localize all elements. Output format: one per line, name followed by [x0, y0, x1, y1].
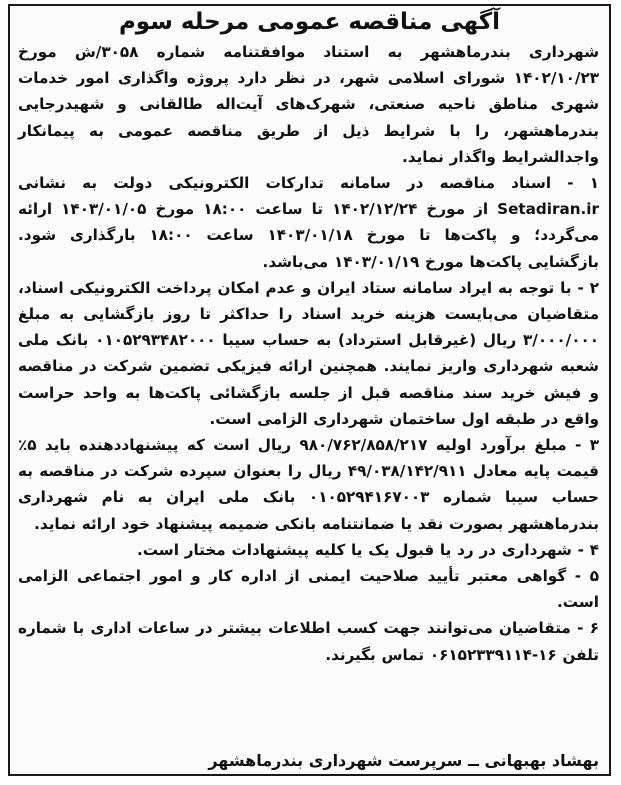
notice-item-3: ۳ - مبلغ برآورد اولیه ۹۸۰/۷۶۲/۸۵۸/۲۱۷ ریال است که پیشنهاددهنده باید ۵٪ قیمت پایه معادل ۴۹/۰۳۸/۱۴۲/۹۱۱ ریال را بعنوان سپرده شرکت در مناقصه به حساب سیبا شماره ۰۱۰۵۲۹۴۱۶۷۰۰۳ بانک ملی ایران به نام شهرداری بندرماهشهر بصورت نقد یا ضمانتنامه بانکی ضمیمه پیشنهاد خود ارائه نماید. — [18, 436, 599, 533]
notice-title: آگهی مناقصه عمومی مرحله سوم — [118, 9, 501, 35]
notice-intro: شهرداری بندرماهشهر به استناد موافقتنامه شماره ۳۰۵۸/ش مورخ ۱۴۰۲/۱۰/۲۳ شورای اسلامی شهر، در نظر دارد پروژه واگذاری امور خدمات شهری مناطق ناحیه صنعتی، شهرک‌های آیت‌اله طالقانی و شهیدرجایی بندرماهشهر، را با شرایط ذیل از طریق مناقصه عمومی به پیمانکار واجدالشرایط واگذار نماید. — [18, 43, 600, 166]
tender-notice — [8, 4, 611, 776]
notice-item-4: ۴ - شهرداری در رد یا قبول یک یا کلیه پیشنهادات مختار است. — [136, 540, 599, 559]
notice-item-1: ۱ - اسناد مناقصه در سامانه تدارکات الکترونیکی دولت به نشانی Setadiran.ir از مورخ ۱۴۰۲/۱۲/۲۴ تا ساعت ۱۸:۰۰ مورخ ۱۴۰۳/۰۱/۰۵ ارائه می‌گردد؛ و پاکت‌ها تا مورخ ۱۴۰۳/۰۱/۱۸ ساعت ۱۸:۰۰ بارگذاری شود. بازگشایی پاکت‌ها مورخ ۱۴۰۳/۰۱/۱۹ می‌باشد. — [18, 174, 600, 271]
notice-signature: بهشاد بهبهانی ــ سرپرست شهرداری بندرماهشهر — [208, 751, 599, 770]
notice-item-2: ۲ - با توجه به ایراد سامانه ستاد ایران و عدم امکان پرداخت الکترونیکی اسناد، متقاضیان می‌بایست هزینه خرید اسناد را حداکثر تا روز بازگشایی به مبلغ ۳/۰۰۰/۰۰۰ ریال (غیرقابل استرداد) به حساب سیبا ۰۱۰۵۲۹۳۴۸۲۰۰۰ بانک ملی شعبه شهرداری واریز نمایند. همچنین ارائه فیزیکی تضمین شرکت در مناقصه و فیش خرید سند مناقصه قبل از جلسه بازگشائی پاکت‌ها به واحد حراست واقع در طبقه اول ساختمان شهرداری الزامی است. — [18, 278, 600, 428]
notice-item-6: ۶ - متقاضیان می‌توانند جهت کسب اطلاعات بیشتر در ساعات اداری با شماره تلفن ۱۶-۰۶۱۵۲۳۳۹۱۱۴ تماس بگیرند. — [18, 619, 599, 664]
notice-item-5: ۵ - گواهی معتبر تأیید صلاحیت ایمنی از اداره کار و امور اجتماعی الزامی است. — [18, 567, 599, 612]
